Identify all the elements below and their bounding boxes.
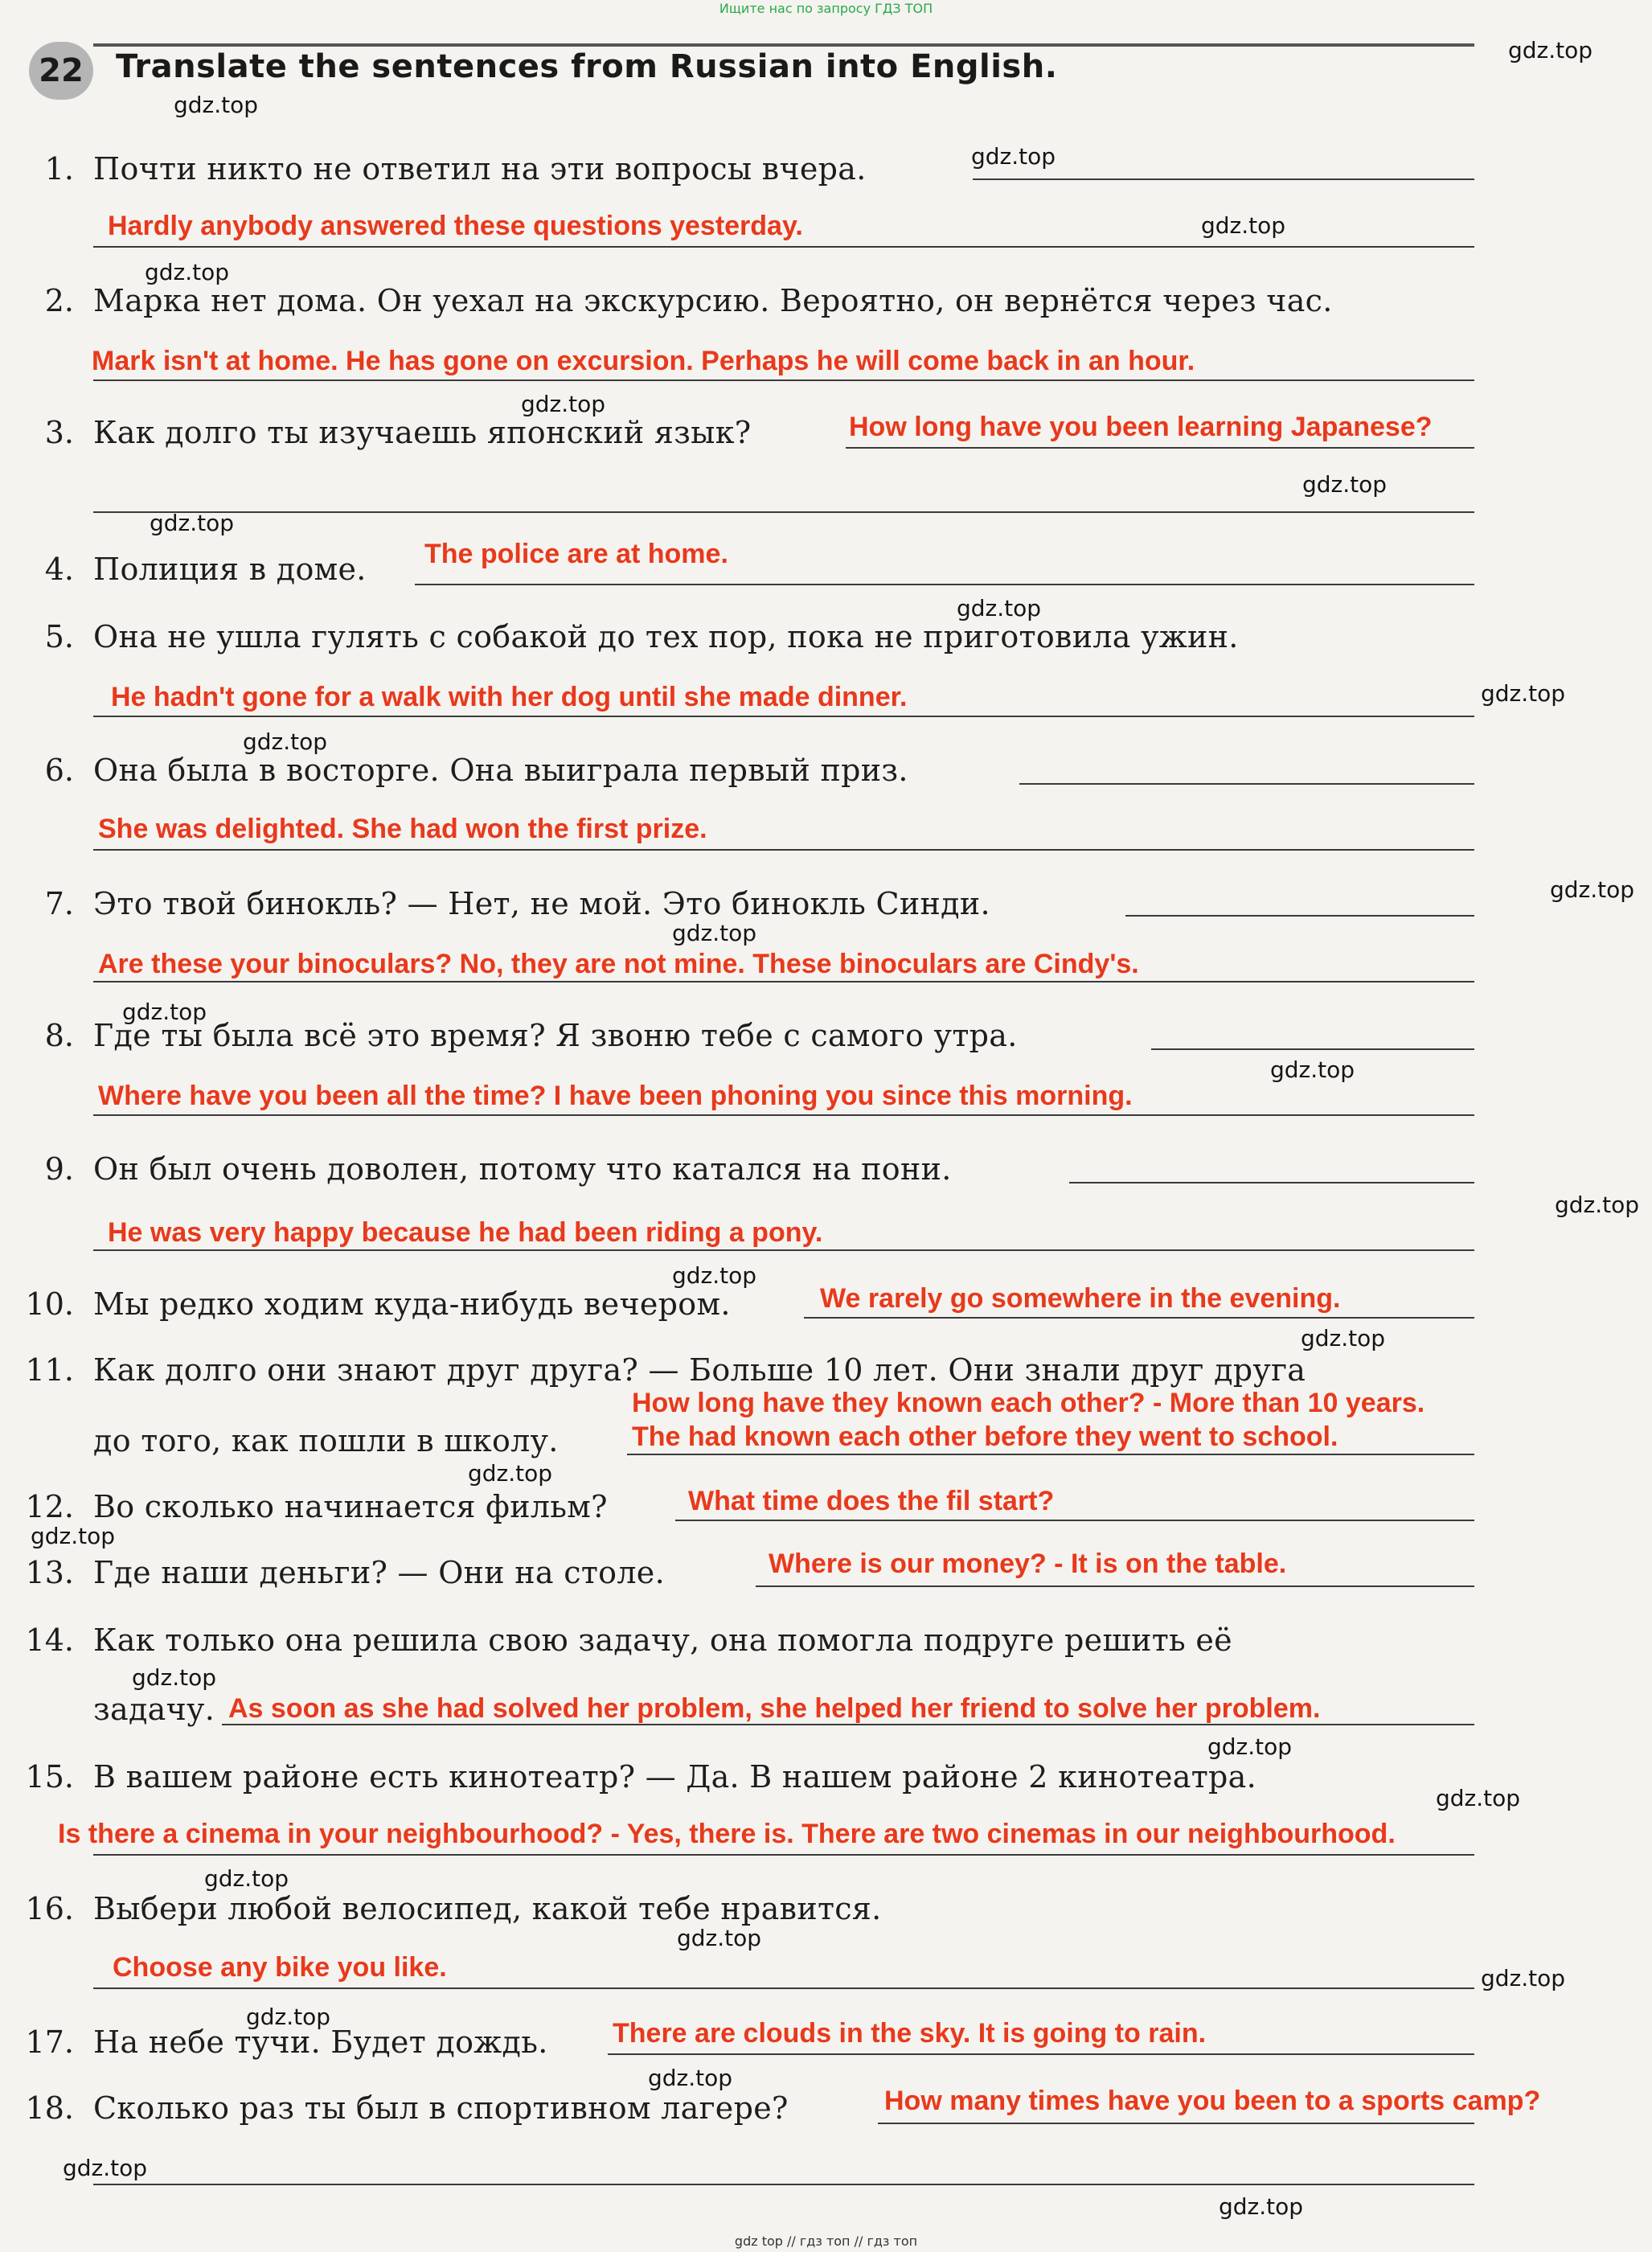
answer-line	[608, 2053, 1474, 2055]
watermark: gdz.top	[1270, 1056, 1355, 1083]
answer-line	[93, 246, 1474, 248]
russian-sentence-continued: до того, как пошли в школу.	[93, 1423, 559, 1458]
english-answer: Where have you been all the time? I have been phoning you since this morning.	[98, 1081, 1133, 1111]
watermark: gdz.top	[971, 143, 1056, 170]
watermark: gdz.top	[1508, 37, 1593, 64]
english-answer: How many times have you been to a sports camp?	[884, 2086, 1541, 2116]
watermark: gdz.top	[1481, 680, 1566, 707]
search-hint-banner: Ищите нас по запросу ГДЗ ТОП	[719, 1, 933, 16]
russian-sentence: Где наши деньги? — Они на столе.	[93, 1555, 665, 1590]
answer-line	[675, 1520, 1474, 1521]
watermark: gdz.top	[1301, 1325, 1386, 1352]
answer-line	[93, 1854, 1474, 1856]
russian-sentence: Где ты была всё это время? Я звоню тебе с самого утра.	[93, 1018, 1018, 1053]
watermark: gdz.top	[672, 1262, 757, 1289]
answer-line	[415, 584, 1474, 585]
russian-sentence: В вашем районе есть кинотеатр? — Да. В нашем районе 2 кинотеатра.	[93, 1759, 1256, 1795]
russian-sentence: Как только она решила свою задачу, она помогла подруге решить её	[93, 1622, 1232, 1658]
item-number: 17.	[25, 2024, 74, 2060]
item-number: 14.	[25, 1622, 74, 1658]
item-number: 7.	[44, 886, 74, 921]
watermark: gdz.top	[150, 510, 235, 536]
english-answer: How long have they known each other? - More than 10 years.	[632, 1388, 1425, 1418]
footer-note: gdz top // гдз топ // гдз топ	[734, 2234, 918, 2249]
english-answer: We rarely go somewhere in the evening.	[820, 1283, 1341, 1314]
answer-line	[93, 1114, 1474, 1116]
english-answer: Are these your binoculars? No, they are not mine. These binoculars are Cindy's.	[98, 949, 1139, 979]
english-answer: Is there a cinema in your neighbourhood? - Yes, there is. There are two cinemas in our neighbourhood.	[58, 1819, 1396, 1849]
item-number: 8.	[44, 1018, 74, 1053]
answer-line	[756, 1585, 1474, 1587]
exercise-title: Translate the sentences from Russian into English.	[116, 48, 1058, 85]
item-number: 11.	[25, 1352, 74, 1388]
russian-sentence: Это твой бинокль? — Нет, не мой. Это бинокль Синди.	[93, 886, 990, 921]
item-number: 18.	[25, 2090, 74, 2126]
answer-line	[93, 511, 1474, 513]
item-number: 4.	[44, 552, 74, 587]
watermark: gdz.top	[204, 1865, 289, 1892]
russian-sentence: Во сколько начинается фильм?	[93, 1489, 608, 1524]
english-answer: He was very happy because he had been riding a pony.	[108, 1217, 823, 1248]
english-answer: Where is our money? - It is on the table.	[769, 1549, 1287, 1579]
item-number: 12.	[25, 1489, 74, 1524]
russian-sentence: На небе тучи. Будет дождь.	[93, 2024, 548, 2060]
watermark: gdz.top	[648, 2065, 733, 2091]
watermark: gdz.top	[672, 920, 757, 946]
item-number: 6.	[44, 753, 74, 788]
item-number: 9.	[44, 1151, 74, 1187]
watermark: gdz.top	[1219, 2193, 1304, 2220]
item-number: 2.	[44, 283, 74, 318]
russian-sentence: Мы редко ходим куда-нибудь вечером.	[93, 1286, 731, 1322]
watermark: gdz.top	[122, 999, 207, 1025]
english-answer: How long have you been learning Japanese?	[849, 412, 1433, 442]
item-number: 5.	[44, 619, 74, 654]
english-answer: There are clouds in the sky. It is going to rain.	[613, 2018, 1207, 2049]
watermark: gdz.top	[1481, 1965, 1566, 1992]
answer-line	[1019, 783, 1474, 785]
answer-line	[93, 981, 1474, 982]
item-number: 1.	[44, 151, 74, 187]
answer-line	[878, 2123, 1474, 2124]
watermark: gdz.top	[1436, 1785, 1521, 1811]
answer-line	[93, 1987, 1474, 1989]
russian-sentence: Полиция в доме.	[93, 552, 367, 587]
russian-sentence: Сколько раз ты был в спортивном лагере?	[93, 2090, 789, 2126]
answer-line	[93, 2184, 1474, 2185]
answer-line	[93, 849, 1474, 851]
answer-line	[973, 178, 1474, 180]
english-answer: Choose any bike you like.	[113, 1952, 447, 1983]
english-answer: Hardly anybody answered these questions yesterday.	[108, 211, 803, 241]
item-number: 15.	[25, 1759, 74, 1795]
header-rule	[93, 43, 1474, 47]
watermark: gdz.top	[677, 1925, 762, 1951]
english-answer: As soon as she had solved her problem, she helped her friend to solve her problem.	[228, 1693, 1321, 1724]
answer-line	[846, 447, 1474, 449]
answer-line	[1151, 1048, 1474, 1050]
item-number: 16.	[25, 1891, 74, 1926]
english-answer: She was delighted. She had won the first prize.	[98, 814, 707, 844]
english-answer: He hadn't gone for a walk with her dog until she made dinner.	[111, 682, 908, 712]
english-answer: What time does the fil start?	[688, 1486, 1055, 1516]
russian-sentence: Марка нет дома. Он уехал на экскурсию. Вероятно, он вернётся через час.	[93, 283, 1333, 318]
answer-line	[1125, 915, 1474, 917]
english-answer: The police are at home.	[424, 539, 728, 569]
russian-sentence: Почти никто не ответил на эти вопросы вчера.	[93, 151, 867, 187]
answer-line	[93, 716, 1474, 717]
russian-sentence: Она не ушла гулять с собакой до тех пор, пока не приготовила ужин.	[93, 619, 1239, 654]
russian-sentence-continued: задачу.	[93, 1692, 215, 1727]
answer-line	[804, 1317, 1474, 1319]
exercise-number-badge: 22	[29, 42, 93, 100]
watermark: gdz.top	[521, 391, 606, 417]
item-number: 10.	[25, 1286, 74, 1322]
watermark: gdz.top	[957, 595, 1042, 621]
watermark: gdz.top	[243, 728, 328, 755]
watermark: gdz.top	[31, 1523, 116, 1549]
watermark: gdz.top	[63, 2155, 148, 2181]
watermark: gdz.top	[246, 2004, 331, 2030]
russian-sentence: Выбери любой велосипед, какой тебе нравится.	[93, 1891, 882, 1926]
watermark: gdz.top	[468, 1460, 553, 1487]
watermark: gdz.top	[1550, 876, 1635, 903]
answer-line	[93, 379, 1474, 381]
answer-line	[93, 1249, 1474, 1251]
russian-sentence: Он был очень доволен, потому что катался на пони.	[93, 1151, 952, 1187]
watermark: gdz.top	[174, 92, 259, 118]
watermark: gdz.top	[1207, 1733, 1293, 1760]
watermark: gdz.top	[132, 1664, 217, 1691]
item-number: 3.	[44, 415, 74, 450]
watermark: gdz.top	[1302, 471, 1388, 498]
english-answer-continued: The had known each other before they went to school.	[632, 1421, 1338, 1452]
item-number: 13.	[25, 1555, 74, 1590]
watermark: gdz.top	[1555, 1192, 1640, 1218]
answer-line	[1069, 1182, 1474, 1183]
watermark: gdz.top	[145, 259, 230, 285]
english-answer: Mark isn't at home. He has gone on excursion. Perhaps he will come back in an hour.	[92, 346, 1195, 376]
russian-sentence: Как долго ты изучаешь японский язык?	[93, 415, 752, 450]
russian-sentence: Она была в восторге. Она выиграла первый приз.	[93, 753, 908, 788]
russian-sentence: Как долго они знают друг друга? — Больше 10 лет. Они знали друг друга	[93, 1352, 1306, 1388]
answer-line	[222, 1724, 1474, 1725]
answer-line	[627, 1454, 1474, 1455]
watermark: gdz.top	[1201, 212, 1286, 239]
